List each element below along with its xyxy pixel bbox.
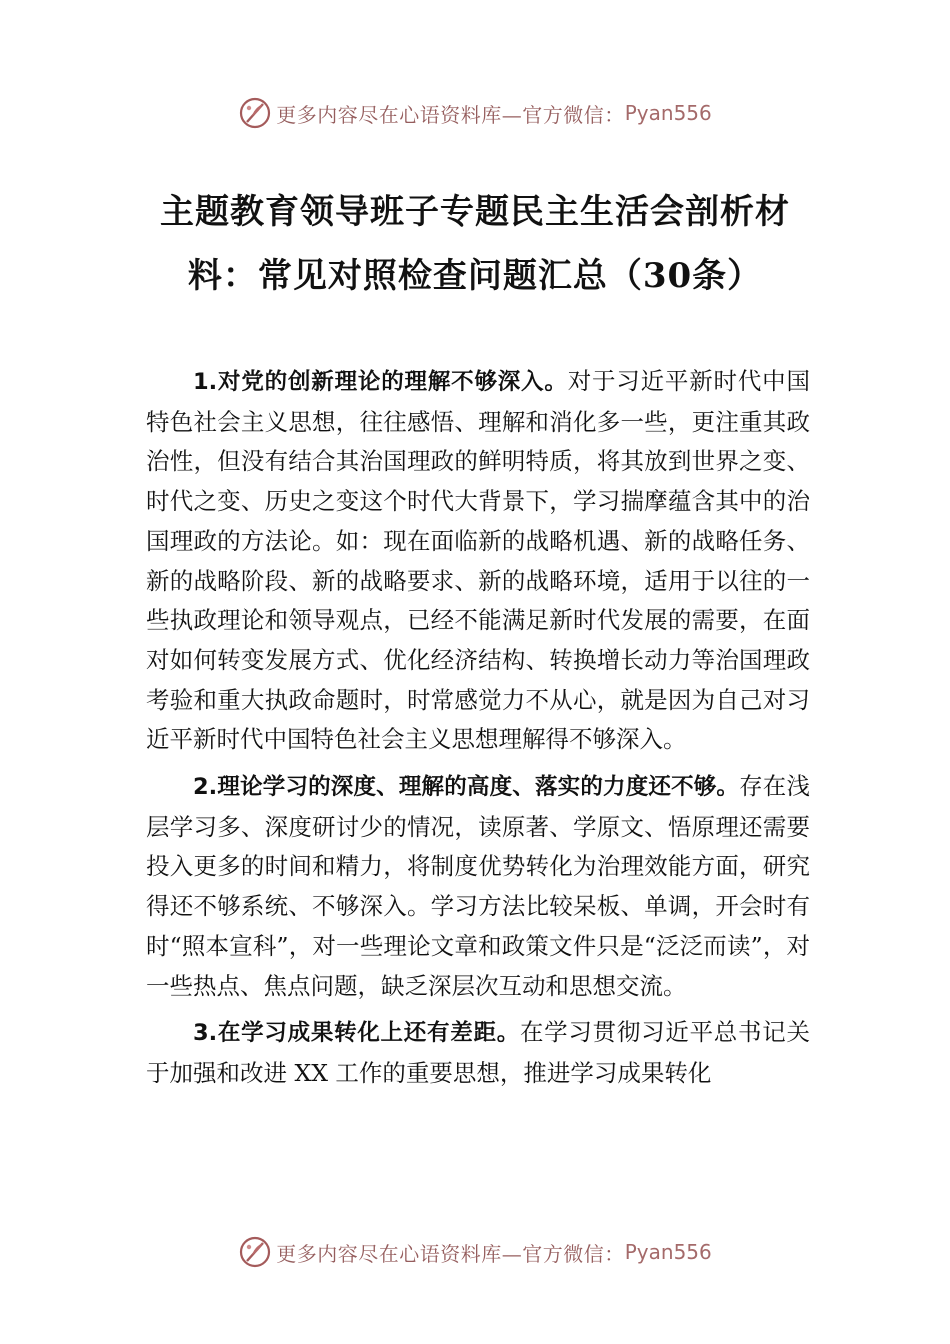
document-body [146,362,810,1101]
quill-logo-icon [238,1235,272,1269]
paragraph-3 [146,1013,810,1093]
document-title: 主题教育领导班子专题民主生活会剖析材料：常见对照检查问题汇总（30条） [160,192,790,296]
paragraph-1-text: 对于习近平新时代中国特色社会主义思想，往往感悟、理解和消化多一些，更注重其政治性，但没有结合其治国理政的鲜明特质，将其放到世界之变、时代之变、历史之变这个时代大背景下，学习揣摩蕴含其中的治国理政的方法论。如：现在面临新的战略机遇、新的战略任务、新的战略阶段、新的战略要求、新的战略环境，适用于以往的一些执政理论和领导观点，已经不能满足新时代发展的需要，在面对如何转变发展方式、优化经济结构、转换增长动力等治国理政考验和重大执政命题时，时常感觉力不从心，就是因为自己对习近平新时代中国特色社会主义思想理解得不够深入。 [146,367,810,754]
header-watermark [0,93,950,133]
watermark-text: 更多内容尽在心语资料库—官方微信： [276,1241,625,1266]
watermark-wechat-id: Pyan556 [624,1240,712,1264]
paragraph-2 [146,767,810,1006]
paragraph-2-heading: 2.理论学习的深度、理解的高度、落实的力度还不够。 [193,774,740,801]
quill-logo-icon [238,96,272,130]
watermark-text: 更多内容尽在心语资料库—官方微信： [276,102,625,127]
paragraph-1 [146,362,810,760]
paragraph-3-heading: 3.在学习成果转化上还有差距。 [193,1020,520,1047]
watermark-wechat-id: Pyan556 [624,101,712,125]
paragraph-3-text: 在学习贯彻习近平总书记关于加强和改进 XX 工作的重要思想，推进学习成果转化 [146,1018,810,1087]
paragraph-2-text: 存在浅层学习多、深度研讨少的情况，读原著、学原文、悟原理还需要投入更多的时间和精力，将制度优势转化为治理效能方面，研究得还不够系统、不够深入。学习方法比较呆板、单调，开会时有时“照本宣科”，对一些理论文章和政策文件只是“泛泛而读”，对一些热点、焦点问题，缺乏深层次互动和思想交流。 [146,772,810,1000]
footer-watermark [0,1232,950,1272]
paragraph-1-heading: 1.对党的创新理论的理解不够深入。 [193,369,568,395]
